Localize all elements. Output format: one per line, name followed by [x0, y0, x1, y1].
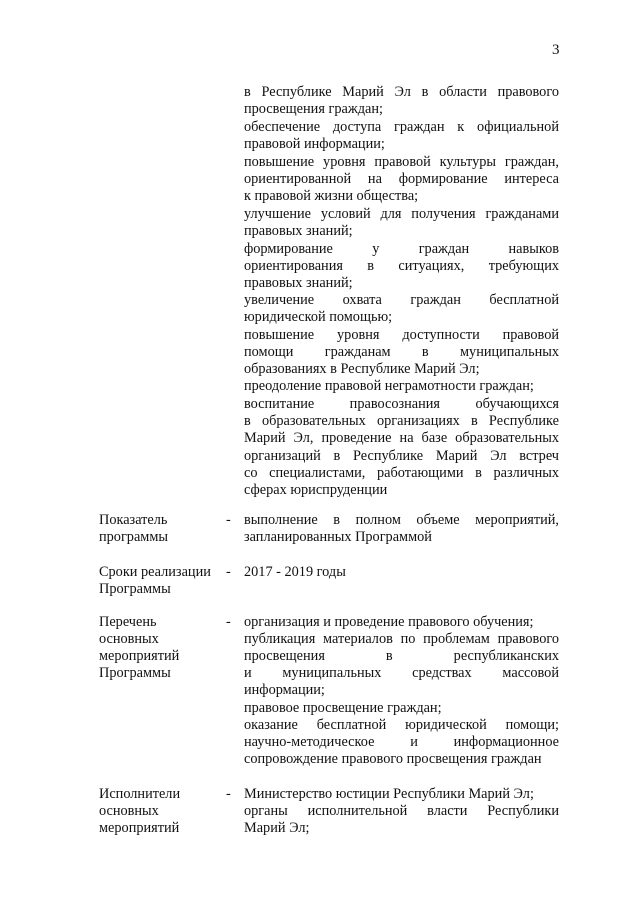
text-line: сферах юриспруденции: [244, 482, 388, 498]
terms-label: Сроки реализации: [99, 564, 211, 580]
text-line: со специалистами, работающими в различных: [244, 465, 559, 481]
text-line: публикация материалов по проблемам правового: [244, 631, 559, 647]
text-line: 2017 - 2019 годы: [244, 564, 346, 580]
text-line: правовых знаний;: [244, 223, 353, 239]
text-line: Марий Эл, проведение на базе образовательных: [244, 430, 559, 446]
text-line: в Республике Марий Эл в области правового: [244, 84, 559, 100]
text-line: к правовой жизни общества;: [244, 188, 419, 204]
activities-label: основных: [99, 631, 159, 647]
text-line: образованиях в Республике Марий Эл;: [244, 361, 480, 377]
text-line: оказание бесплатной юридической помощи;: [244, 717, 559, 733]
indicator-label: Показатель: [99, 512, 168, 528]
executors-label: основных: [99, 803, 159, 819]
text-line: сопровождение правового просвещения граждан: [244, 751, 542, 767]
text-line: правовых знаний;: [244, 275, 353, 291]
text-line: просвещения в республиканских: [244, 648, 559, 664]
text-line: улучшение условий для получения гражданами: [244, 206, 559, 222]
text-line: Министерство юстиции Республики Марий Эл;: [244, 786, 534, 802]
page-number: 3: [552, 42, 560, 58]
text-line: просвещения граждан;: [244, 101, 383, 117]
text-line: информации;: [244, 682, 325, 698]
terms-label: Программы: [99, 581, 171, 597]
text-line: Марий Эл;: [244, 820, 310, 836]
dash: -: [226, 564, 231, 580]
text-line: помощи гражданам в муниципальных: [244, 344, 559, 360]
activities-label: Перечень: [99, 614, 157, 630]
text-line: обеспечение доступа граждан к официальной: [244, 119, 559, 135]
text-line: ориентированной на формирование интереса: [244, 171, 559, 187]
text-line: юридической помощью;: [244, 309, 393, 325]
text-line: формирование у граждан навыков: [244, 241, 559, 257]
executors-label: Исполнители: [99, 786, 181, 802]
text-line: ориентирования в ситуациях, требующих: [244, 258, 559, 274]
activities-label: Программы: [99, 665, 171, 681]
dash: -: [226, 614, 231, 630]
text-line: воспитание правосознания обучающихся: [244, 396, 559, 412]
text-line: органы исполнительной власти Республики: [244, 803, 559, 819]
dash: -: [226, 512, 231, 528]
indicator-label: программы: [99, 529, 169, 545]
text-line: организация и проведение правового обучения;: [244, 614, 534, 630]
text-line: и муниципальных средствах массовой: [244, 665, 559, 681]
dash: -: [226, 786, 231, 802]
text-line: увеличение охвата граждан бесплатной: [244, 292, 559, 308]
text-line: преодоление правовой неграмотности граждан;: [244, 378, 534, 394]
text-line: правовое просвещение граждан;: [244, 700, 442, 716]
text-line: в образовательных организациях в Республике: [244, 413, 559, 429]
text-line: запланированных Программой: [244, 529, 432, 545]
text-line: выполнение в полном объеме мероприятий,: [244, 512, 559, 528]
text-line: научно-методическое и информационное: [244, 734, 559, 750]
text-line: организаций в Республике Марий Эл встреч: [244, 448, 559, 464]
activities-label: мероприятий: [99, 648, 180, 664]
text-line: повышение уровня доступности правовой: [244, 327, 559, 343]
executors-label: мероприятий: [99, 820, 180, 836]
text-line: правовой информации;: [244, 136, 385, 152]
text-line: повышение уровня правовой культуры граждан,: [244, 154, 559, 170]
